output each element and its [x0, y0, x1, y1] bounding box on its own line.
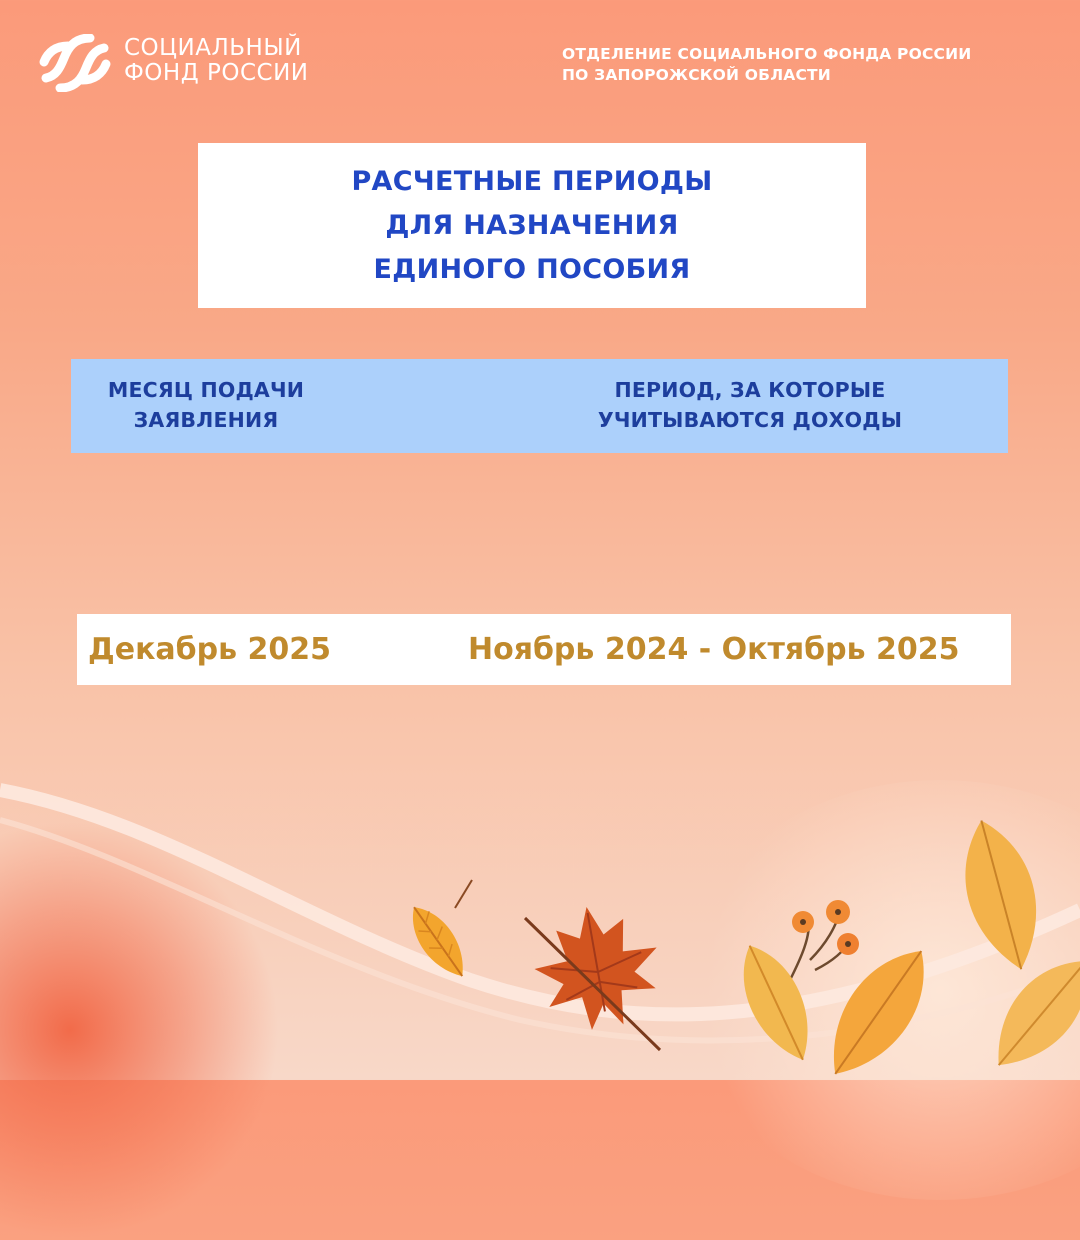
- title-line-1: РАСЧЕТНЫЕ ПЕРИОДЫ: [351, 165, 713, 197]
- page-title: [198, 143, 866, 308]
- table-row: [77, 614, 1011, 685]
- header-period-line-2: УЧИТЫВАЮТСЯ ДОХОДЫ: [597, 408, 903, 432]
- header-month: [81, 375, 331, 435]
- header-month-line-2: ЗАЯВЛЕНИЯ: [133, 408, 279, 432]
- header-period: [541, 375, 959, 435]
- brand-name: [124, 36, 308, 86]
- department-line-1: ОТДЕЛЕНИЕ СОЦИАЛЬНОГО ФОНДА РОССИИ: [562, 45, 972, 63]
- title-line-2: ДЛЯ НАЗНАЧЕНИЯ: [385, 209, 679, 241]
- department-line-2: ПО ЗАПОРОЖСКОЙ ОБЛАСТИ: [562, 66, 831, 84]
- row-month: Декабрь 2025: [88, 632, 332, 667]
- row-period: Ноябрь 2024 - Октябрь 2025: [468, 632, 960, 667]
- department-name: [562, 44, 971, 86]
- header-month-line-1: МЕСЯЦ ПОДАЧИ: [107, 378, 305, 402]
- header-period-line-1: ПЕРИОД, ЗА КОТОРЫЕ: [614, 378, 886, 402]
- sfr-logo-icon: [38, 34, 112, 92]
- autumn-leaves-decoration: [0, 760, 1080, 1080]
- table-header: [71, 359, 1008, 453]
- brand-line-1: СОЦИАЛЬНЫЙ: [124, 35, 302, 61]
- brand-line-2: ФОНД РОССИИ: [124, 60, 309, 86]
- title-line-3: ЕДИНОГО ПОСОБИЯ: [373, 253, 691, 285]
